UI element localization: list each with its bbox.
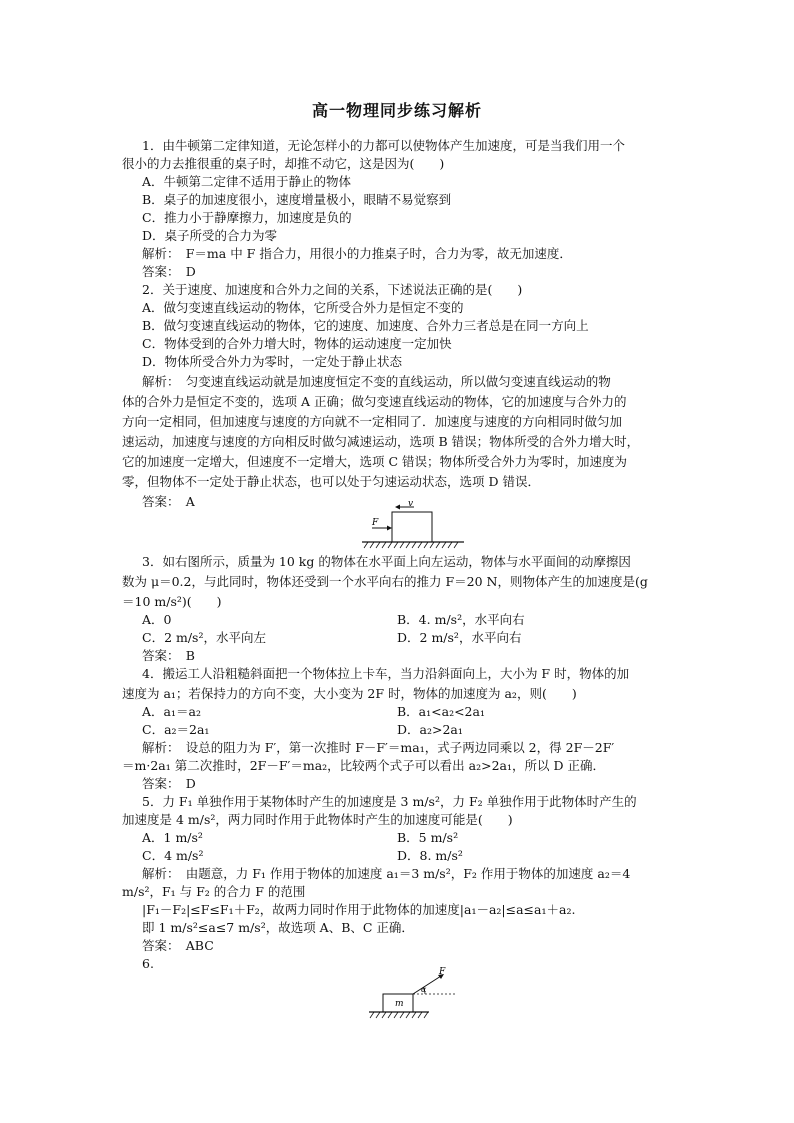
q3-answer: 答案： B [142, 648, 195, 663]
q5-explanation-line-1: 解析： 由题意，力 F₁ 作用于物体的加速度 a₁＝3 m/s²，F₂ 作用于物体的加速度 a₂＝4 [142, 866, 631, 881]
q2-explanation-line-3: 方向一定相同，但加速度与速度的方向就不一定相同了．加速度与速度的方向相同时做匀加 [122, 414, 623, 429]
q2-option-b: B．做匀变速直线运动的物体，它的速度、加速度、合外力三者总是在同一方向上 [142, 318, 589, 333]
q3-option-a: A．0 [142, 612, 172, 627]
q4-stem-line-2: 速度为 a₁；若保持力的方向不变，大小变为 2F 时，物体的加速度为 a₂，则( ) [122, 686, 577, 701]
mass-label: m [395, 999, 404, 1009]
q3-option-b: B．4. m/s²，水平向右 [397, 612, 525, 627]
q3-stem-line-3: ＝10 m/s²)( ) [122, 594, 222, 609]
angle-label: α [421, 985, 427, 994]
force-arrow [413, 976, 441, 994]
q5-stem-line-2: 加速度是 4 m/s²，两力同时作用于此物体时产生的加速度可能是( ) [122, 812, 513, 827]
q4-explanation-line-2: ＝m·2a₁ 第二次推时，2F－F′＝ma₂，比较两个式子可以看出 a₂>2a₁，所以 D 正确． [122, 758, 605, 773]
q2-option-d: D．物体所受合外力为零时，一定处于静止状态 [142, 354, 403, 369]
q4-answer: 答案： D [142, 776, 196, 791]
force-label: F [439, 967, 446, 977]
q4-explanation-line-1: 解析： 设总的阻力为 F′，第一次推时 F－F′＝ma₁，式子两边同乘以 2，得 2F－2F′ [142, 740, 615, 755]
q1-stem-line-2: 很小的力去推很重的桌子时，却推不动它，这是因为( ) [122, 156, 445, 171]
q2-explanation-line-2: 体的合外力是恒定不变的，选项 A 正确；做匀变速直线运动的物体，它的加速度与合外力的 [122, 394, 627, 409]
q3-stem-line-1: 3．如右图所示，质量为 10 kg 的物体在水平面上向左运动，物体与水平面间的动摩擦因 [142, 554, 631, 569]
q1-option-b: B．桌子的加速度很小，速度增量极小，眼睛不易觉察到 [142, 192, 452, 207]
q2-option-c: C．物体受到的合外力增大时，物体的运动速度一定加快 [142, 336, 452, 351]
q2-explanation-line-4: 速运动，加速度与速度的方向相反时做匀减速运动，选项 B 错误；物体所受的合外力增大时， [122, 434, 640, 449]
velocity-arrowhead [395, 505, 400, 510]
ground-hatching [364, 542, 458, 548]
q1-option-a: A．牛顿第二定律不适用于静止的物体 [142, 174, 352, 189]
q5-option-d: D．8. m/s² [397, 848, 463, 863]
q2-stem: 2．关于速度、加速度和合外力之间的关系，下述说法正确的是( ) [142, 282, 523, 297]
q5-stem-line-1: 5．力 F₁ 单独作用于某物体时产生的加速度是 3 m/s²，力 F₂ 单独作用于此物体时产生的 [142, 794, 637, 809]
q1-option-c: C．推力小于静摩擦力，加速度是负的 [142, 210, 352, 225]
q2-answer: 答案： A [142, 494, 195, 509]
q1-stem-line-1: 1．由牛顿第二定律知道，无论怎样小的力都可以使物体产生加速度，可是当我们用一个 [142, 138, 625, 153]
block [392, 512, 432, 542]
q3-option-c: C．2 m/s²，水平向左 [142, 630, 266, 645]
q4-option-b: B．a₁<a₂<2a₁ [397, 704, 485, 719]
q4-option-d: D．a₂>2a₁ [397, 722, 463, 737]
force-label: F [372, 518, 379, 528]
figure-block-on-ground [360, 500, 480, 552]
q4-stem-line-1: 4．搬运工人沿粗糙斜面把一个物体拉上卡车，当力沿斜面向上，大小为 F 时，物体的加 [142, 666, 630, 681]
q2-option-a: A．做匀变速直线运动的物体，它所受合外力是恒定不变的 [142, 300, 464, 315]
q1-explanation: 解析： F＝ma 中 F 指合力，用很小的力推桌子时，合力为零，故无加速度． [142, 246, 572, 261]
ground-hatching [370, 1012, 428, 1018]
q2-explanation-line-1: 解析： 匀变速直线运动就是加速度恒定不变的直线运动，所以做匀变速直线运动的物 [142, 374, 611, 389]
q5-option-a: A．1 m/s² [142, 830, 203, 845]
q6-number: 6. [142, 956, 154, 971]
q5-option-c: C．4 m/s² [142, 848, 204, 863]
q5-option-b: B．5 m/s² [397, 830, 459, 845]
velocity-label: v [408, 500, 414, 509]
q2-explanation-line-5: 它的加速度一定增大，但速度不一定增大，选项 C 错误；物体所受合外力为零时，加速度为 [122, 454, 628, 469]
q5-explanation-line-4: 即 1 m/s²≤a≤7 m/s²，故选项 A、B、C 正确． [142, 920, 414, 935]
force-arrowhead [387, 526, 392, 531]
q1-option-d: D．桌子所受的合力为零 [142, 228, 278, 243]
q5-explanation-line-2: m/s²，F₁ 与 F₂ 的合力 F 的范围 [122, 884, 306, 899]
figure-block-with-angled-force [365, 966, 475, 1022]
q3-option-d: D．2 m/s²，水平向右 [397, 630, 522, 645]
q3-stem-line-2: 数为 μ＝0.2，与此同时，物体还受到一个水平向右的推力 F＝20 N，则物体产生的加速度是(g [122, 574, 648, 589]
q5-answer: 答案： ABC [142, 938, 214, 953]
page-title: 高一物理同步练习解析 [311, 101, 482, 120]
q4-option-c: C．a₂＝2a₁ [142, 722, 210, 737]
q1-answer: 答案： D [142, 264, 196, 279]
q5-explanation-line-3: |F₁－F₂|≤F≤F₁＋F₂，故两力同时作用于此物体的加速度|a₁－a₂|≤a≤a₁＋a₂. [142, 902, 576, 917]
q2-explanation-line-6: 零，但物体不一定处于静止状态，也可以处于匀速运动状态，选项 D 错误． [122, 474, 540, 489]
q4-option-a: A．a₁＝a₂ [142, 704, 201, 719]
